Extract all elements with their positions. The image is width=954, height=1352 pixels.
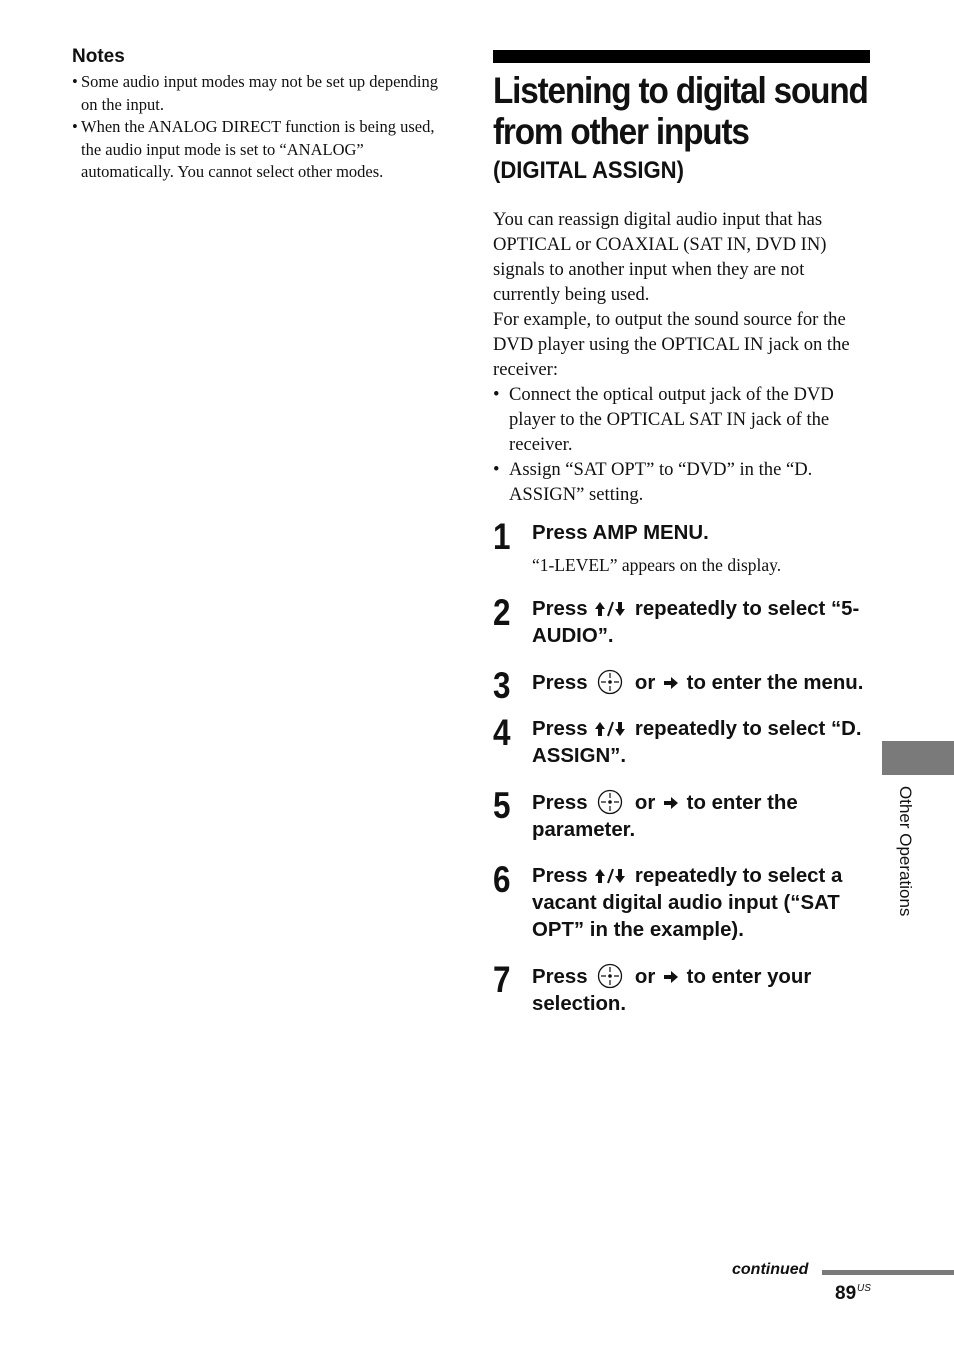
step-text-or: or — [634, 966, 656, 988]
section-content — [493, 50, 871, 507]
intro-text — [493, 207, 871, 507]
section-tab — [882, 741, 954, 775]
continued-label: continued — [732, 1261, 809, 1278]
section-tab-label — [893, 786, 917, 966]
step-text-press: Press — [532, 966, 588, 988]
note-item: • When the ANALOG DIRECT function is being used, the audio input mode is set to “ANALOG” automatically. You cannot select other modes. — [72, 116, 452, 184]
step-text-press: Press — [532, 718, 588, 740]
notes-heading: Notes — [72, 46, 125, 67]
intro-bullet: • Assign “SAT OPT” to “DVD” in the “D. ASSIGN” setting. — [493, 457, 871, 507]
step-text-rest: to enter the parameter. — [532, 792, 798, 841]
intro-paragraph-2: For example, to output the sound source for the DVD player using the OPTICAL IN jack on the receiver: — [493, 309, 850, 380]
intro-bullets — [493, 382, 871, 507]
right-arrow-icon — [663, 676, 679, 690]
step-instruction — [532, 596, 871, 650]
step-text-press: Press — [532, 672, 588, 694]
step-6 — [493, 859, 871, 944]
step-text-rest: to enter the menu. — [686, 672, 864, 694]
note-item: • Some audio input modes may not be set up depending on the input. — [72, 71, 452, 116]
step-number: 3 — [493, 665, 511, 706]
page-number: 89 — [835, 1283, 857, 1304]
page-title — [493, 70, 871, 152]
steps-list — [493, 516, 871, 1018]
notes-section — [72, 46, 452, 184]
step-text-rest: to enter your selection. — [532, 966, 812, 1015]
step-text-press: Press — [532, 865, 588, 887]
notes-list — [72, 71, 452, 184]
step-note: “1-LEVEL” appears on the display. — [532, 555, 782, 575]
step-text-rest: repeatedly to select “5-AUDIO”. — [532, 598, 860, 647]
step-number: 4 — [493, 712, 511, 753]
title-line-2: from other inputs — [493, 111, 749, 152]
intro-bullet: • Connect the optical output jack of the DVD player to the OPTICAL SAT IN jack of the receiver. — [493, 382, 871, 457]
intro-paragraph-1: You can reassign digital audio input that has OPTICAL or COAXIAL (SAT IN, DVD IN) signals to another input when they are not currently being used. — [493, 209, 827, 305]
step-number: 7 — [493, 959, 511, 1000]
page-suffix: US — [857, 1283, 871, 1294]
up-down-arrow-icon — [594, 721, 628, 737]
section-tab-text: Other Operations — [896, 786, 915, 917]
right-arrow-icon — [663, 796, 679, 810]
step-text-or: or — [634, 792, 656, 814]
right-arrow-icon — [663, 970, 679, 984]
step-number: 2 — [493, 592, 511, 633]
step-text-press: Press — [532, 598, 588, 620]
enter-button-icon — [597, 789, 623, 815]
step-1 — [493, 516, 871, 577]
step-3 — [493, 665, 871, 706]
step-instruction — [532, 669, 871, 697]
step-text-press: Press — [532, 792, 588, 814]
enter-button-icon — [597, 669, 623, 695]
step-7 — [493, 959, 871, 1018]
step-instruction — [532, 863, 871, 944]
step-4 — [493, 712, 871, 770]
enter-button-icon — [597, 963, 623, 989]
step-text-rest: repeatedly to select “D. ASSIGN”. — [532, 718, 862, 767]
up-down-arrow-icon — [594, 601, 628, 617]
step-5 — [493, 785, 871, 844]
step-instruction — [532, 963, 871, 1018]
title-rule — [493, 50, 870, 63]
continued-bar — [822, 1270, 954, 1275]
up-down-arrow-icon — [594, 868, 628, 884]
step-2 — [493, 592, 871, 650]
step-number: 5 — [493, 785, 511, 826]
step-text-or: or — [634, 672, 656, 694]
step-instruction — [532, 789, 871, 844]
step-number: 6 — [493, 859, 511, 900]
step-instruction — [532, 716, 871, 770]
step-instruction: Press AMP MENU. — [532, 522, 709, 544]
page-subtitle: (DIGITAL ASSIGN) — [493, 157, 684, 184]
step-text-rest: repeatedly to select a vacant digital audio input (“SAT OPT” in the example). — [532, 865, 843, 941]
title-line-1: Listening to digital sound — [493, 70, 868, 111]
step-number: 1 — [493, 516, 511, 557]
